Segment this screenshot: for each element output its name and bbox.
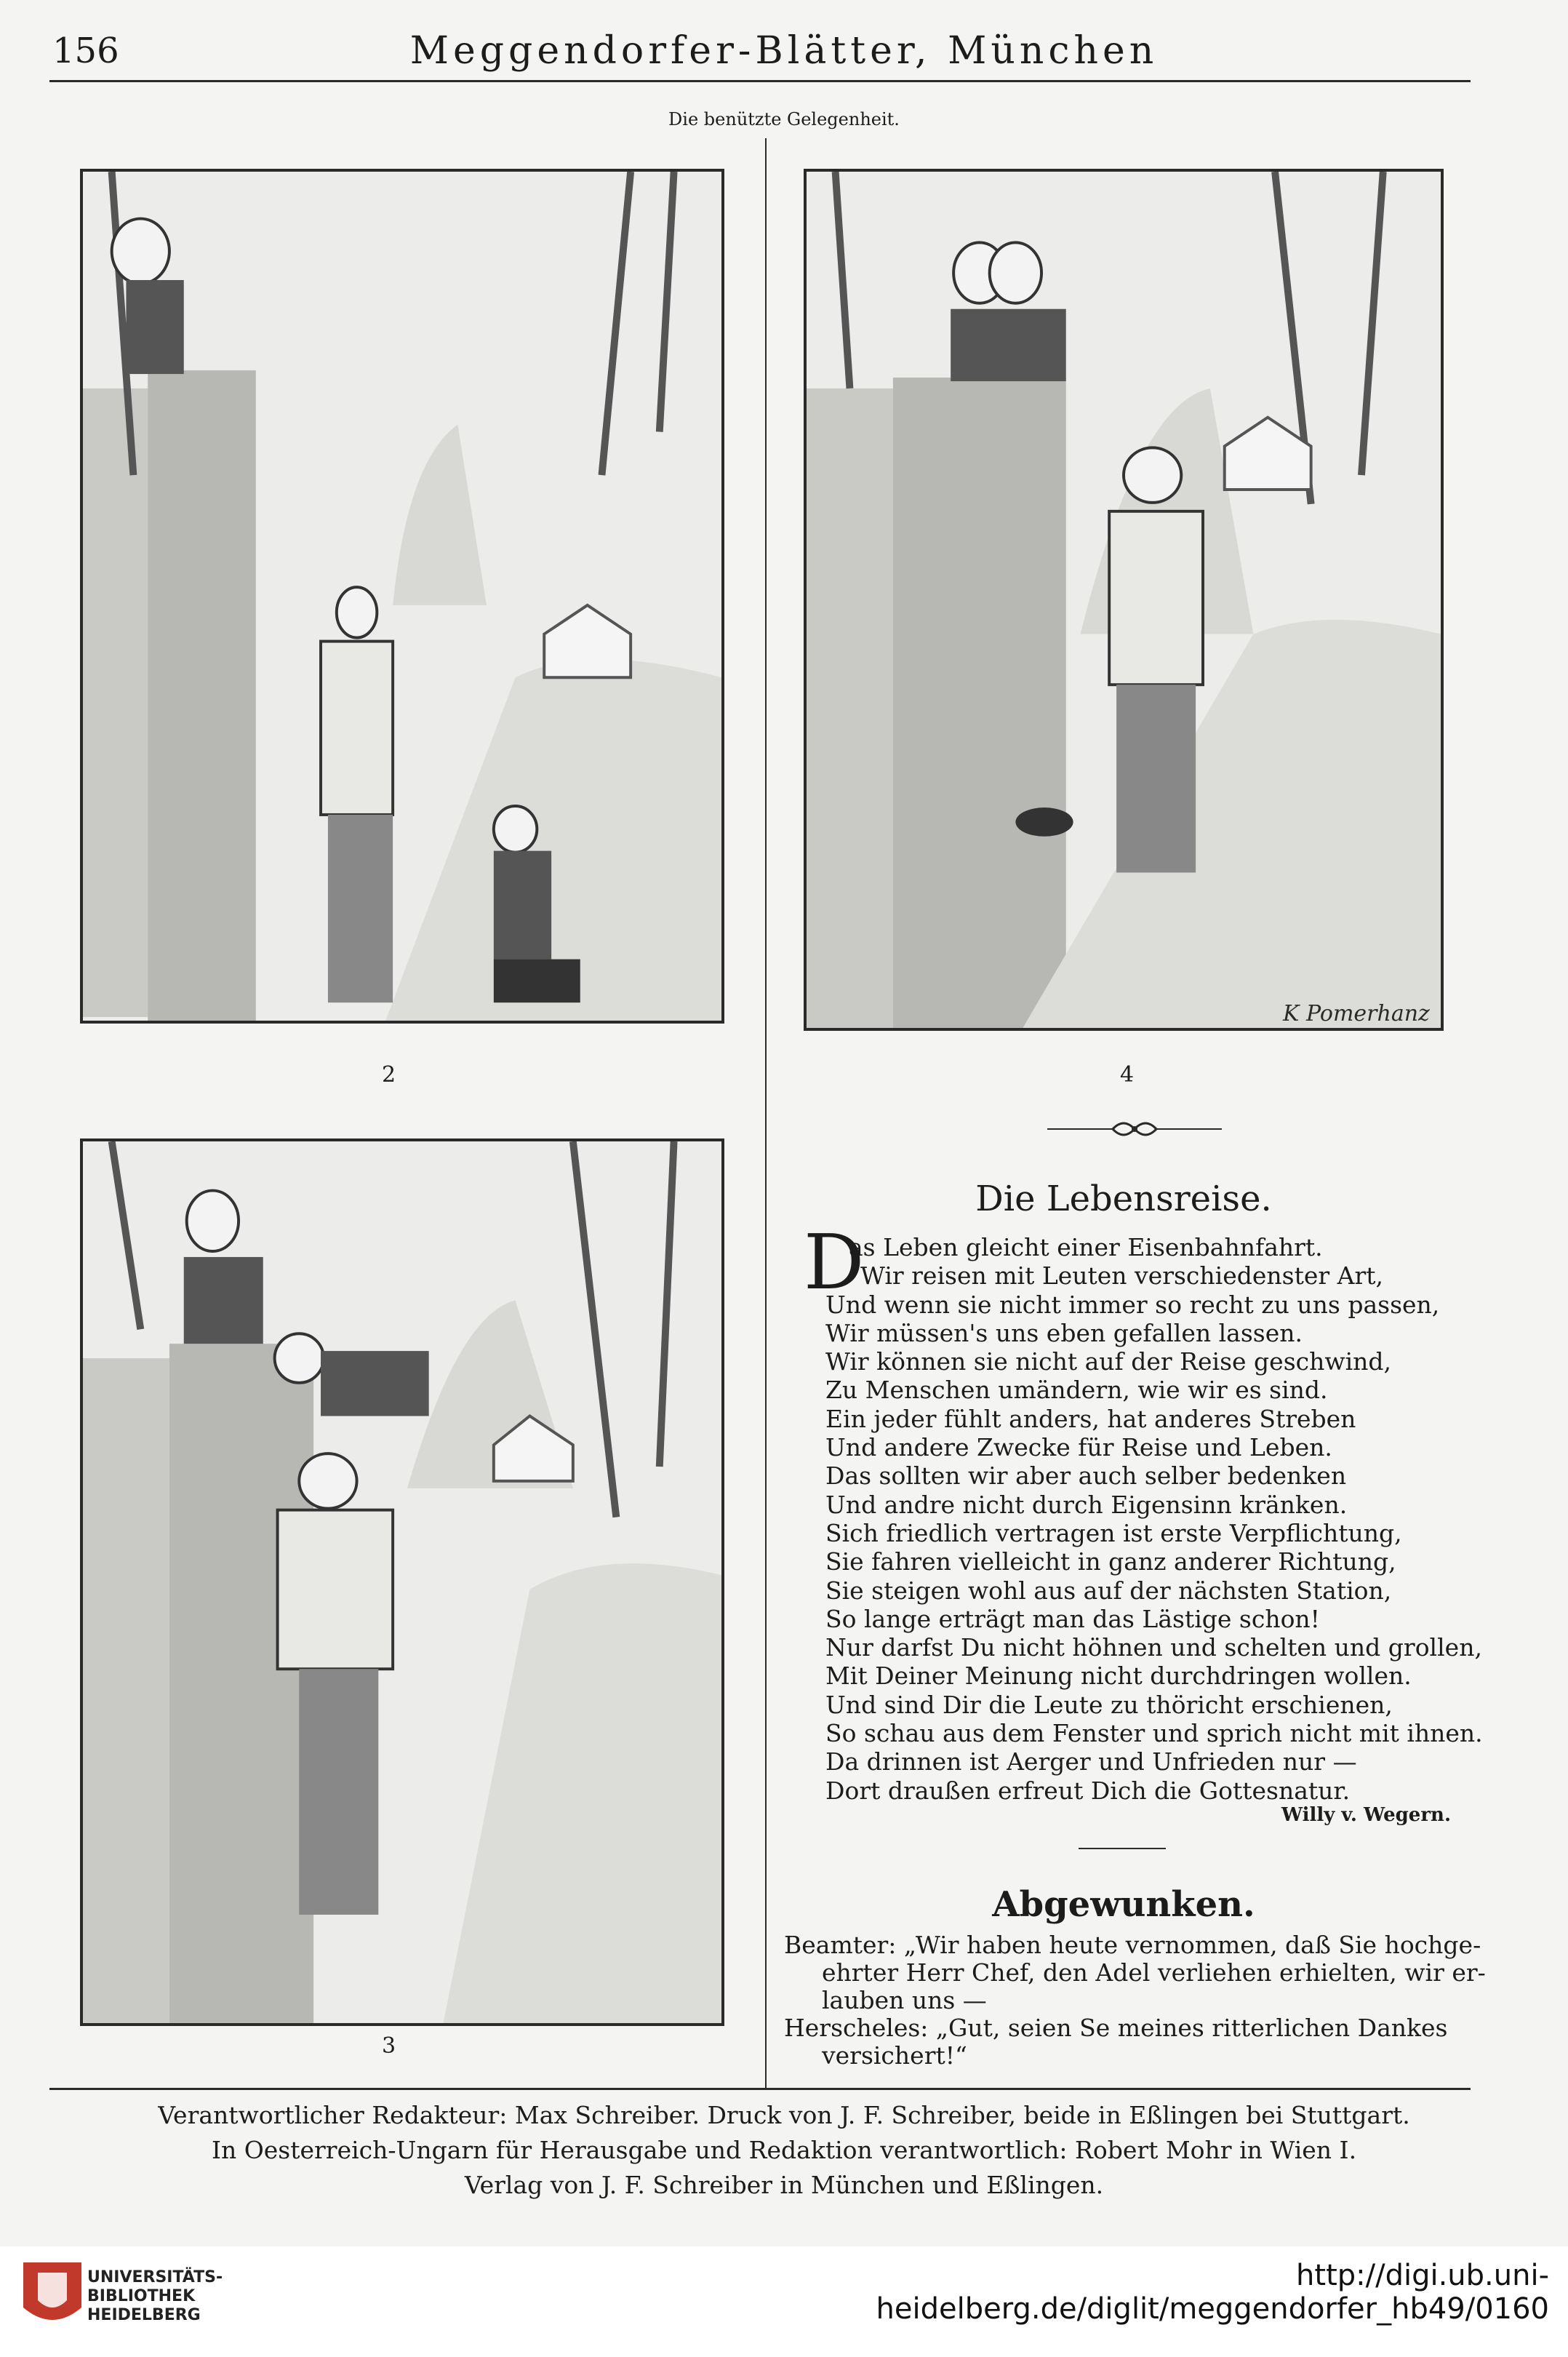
ornament-divider bbox=[1047, 1114, 1222, 1144]
poem-line: Das sollten wir aber auch selber bedenken bbox=[825, 1461, 1347, 1491]
panel-label-3: 3 bbox=[382, 2033, 396, 2059]
poem-line: Und sind Dir die Leute zu thöricht erschienen, bbox=[825, 1690, 1393, 1719]
library-name-line: BIBLIOTHEK bbox=[87, 2287, 196, 2305]
poem-dropcap: D bbox=[804, 1218, 865, 1307]
anecdote-body bbox=[784, 1931, 1486, 2070]
footer-line-3: Verlag von J. F. Schreiber in München und Eßlingen. bbox=[464, 2171, 1104, 2199]
cartoon-panel-3 bbox=[80, 1138, 724, 2026]
poem-line: Zu Menschen umändern, wie wir es sind. bbox=[825, 1376, 1328, 1405]
poem-line: Sich friedlich vertragen ist erste Verpflichtung, bbox=[825, 1518, 1402, 1547]
poem-line: Mit Deiner Meinung nicht durchdringen wollen. bbox=[825, 1662, 1412, 1691]
panel-illustration bbox=[807, 172, 1441, 1028]
poem-line: Sie fahren vielleicht in ganz anderer Richtung, bbox=[825, 1547, 1396, 1576]
source-url-link[interactable]: http://digi.ub.uni-heidelberg.de/diglit/meggendorfer_hb49/0160 bbox=[876, 2259, 1549, 2326]
header-rule bbox=[49, 80, 1471, 82]
anecdote-line: ehrter Herr Chef, den Adel verliehen erhielten, wir er- bbox=[822, 1958, 1486, 1987]
column-divider bbox=[765, 138, 767, 2088]
panel-illustration bbox=[83, 1141, 721, 2023]
poem-line: Und andere Zwecke für Reise und Leben. bbox=[825, 1433, 1332, 1462]
panel-label-2: 2 bbox=[382, 1062, 396, 1088]
poem-line: Wir müssen's uns eben gefallen lassen. bbox=[825, 1318, 1303, 1347]
anecdote-title: Abgewunken. bbox=[992, 1884, 1255, 1925]
poem-line: Und wenn sie nicht immer so recht zu uns passen, bbox=[825, 1290, 1440, 1319]
poem-line: Da drinnen ist Aerger und Unfrieden nur — bbox=[825, 1747, 1357, 1776]
poem-line: Ein jeder fühlt anders, hat anderes Streben bbox=[825, 1404, 1356, 1433]
anecdote-line: lauben uns — bbox=[822, 1986, 987, 2014]
anecdote-line: Herscheles: „Gut, seien Se meines ritterlichen Dankes bbox=[784, 2014, 1448, 2042]
artist-signature: K Pomerhanz bbox=[1283, 1001, 1430, 1026]
poem-line: Und andre nicht durch Eigensinn kränken. bbox=[825, 1490, 1348, 1519]
anecdote-line: Beamter: „Wir haben heute vernommen, daß Sie hochge- bbox=[784, 1931, 1481, 1959]
poem-line: So schau aus dem Fenster und sprich nicht mit ihnen. bbox=[825, 1719, 1483, 1748]
library-name-line: UNIVERSITÄTS- bbox=[87, 2268, 223, 2286]
library-name bbox=[87, 2268, 223, 2325]
cartoon-title: Die benützte Gelegenheit. bbox=[668, 109, 900, 129]
poem-line: Dort draußen erfreut Dich die Gottesnatur. bbox=[825, 1776, 1351, 1805]
footer-rule bbox=[49, 2088, 1471, 2090]
poem-author: Willy v. Wegern. bbox=[1281, 1804, 1451, 1826]
library-name-line: HEIDELBERG bbox=[87, 2306, 201, 2324]
cartoon-panel-4 bbox=[804, 169, 1444, 1031]
panel-label-4: 4 bbox=[1120, 1062, 1135, 1088]
masthead-title: Meggendorfer-Blätter, München bbox=[409, 29, 1159, 73]
poem-line: Wir können sie nicht auf der Reise geschwind, bbox=[825, 1347, 1392, 1376]
poem-line: Nur darfst Du nicht höhnen und schelten und grollen, bbox=[825, 1633, 1482, 1662]
poem-line: Sie steigen wohl aus auf der nächsten Station, bbox=[825, 1576, 1392, 1605]
poem-body bbox=[804, 1233, 1483, 1805]
poem-line: Wir reisen mit Leuten verschiedenster Art, bbox=[860, 1261, 1384, 1291]
cartoon-panel-2 bbox=[80, 169, 724, 1024]
poem-title: Die Lebensreise. bbox=[975, 1178, 1272, 1219]
panel-illustration bbox=[83, 172, 721, 1021]
footer-line-2: In Oesterreich-Ungarn für Herausgabe und Redaktion verantwortlich: Robert Mohr in Wien I. bbox=[211, 2136, 1357, 2164]
poem-line: as Leben gleicht einer Eisenbahnfahrt. bbox=[849, 1233, 1323, 1261]
page-number: 156 bbox=[52, 31, 119, 71]
anecdote-line: versichert!“ bbox=[822, 2041, 967, 2070]
poem-line: So lange erträgt man das Lästige schon! bbox=[825, 1604, 1320, 1633]
section-rule bbox=[1079, 1848, 1166, 1849]
footer-line-1: Verantwortlicher Redakteur: Max Schreiber. Druck von J. F. Schreiber, beide in Eßlingen bei Stuttgart. bbox=[158, 2101, 1410, 2129]
